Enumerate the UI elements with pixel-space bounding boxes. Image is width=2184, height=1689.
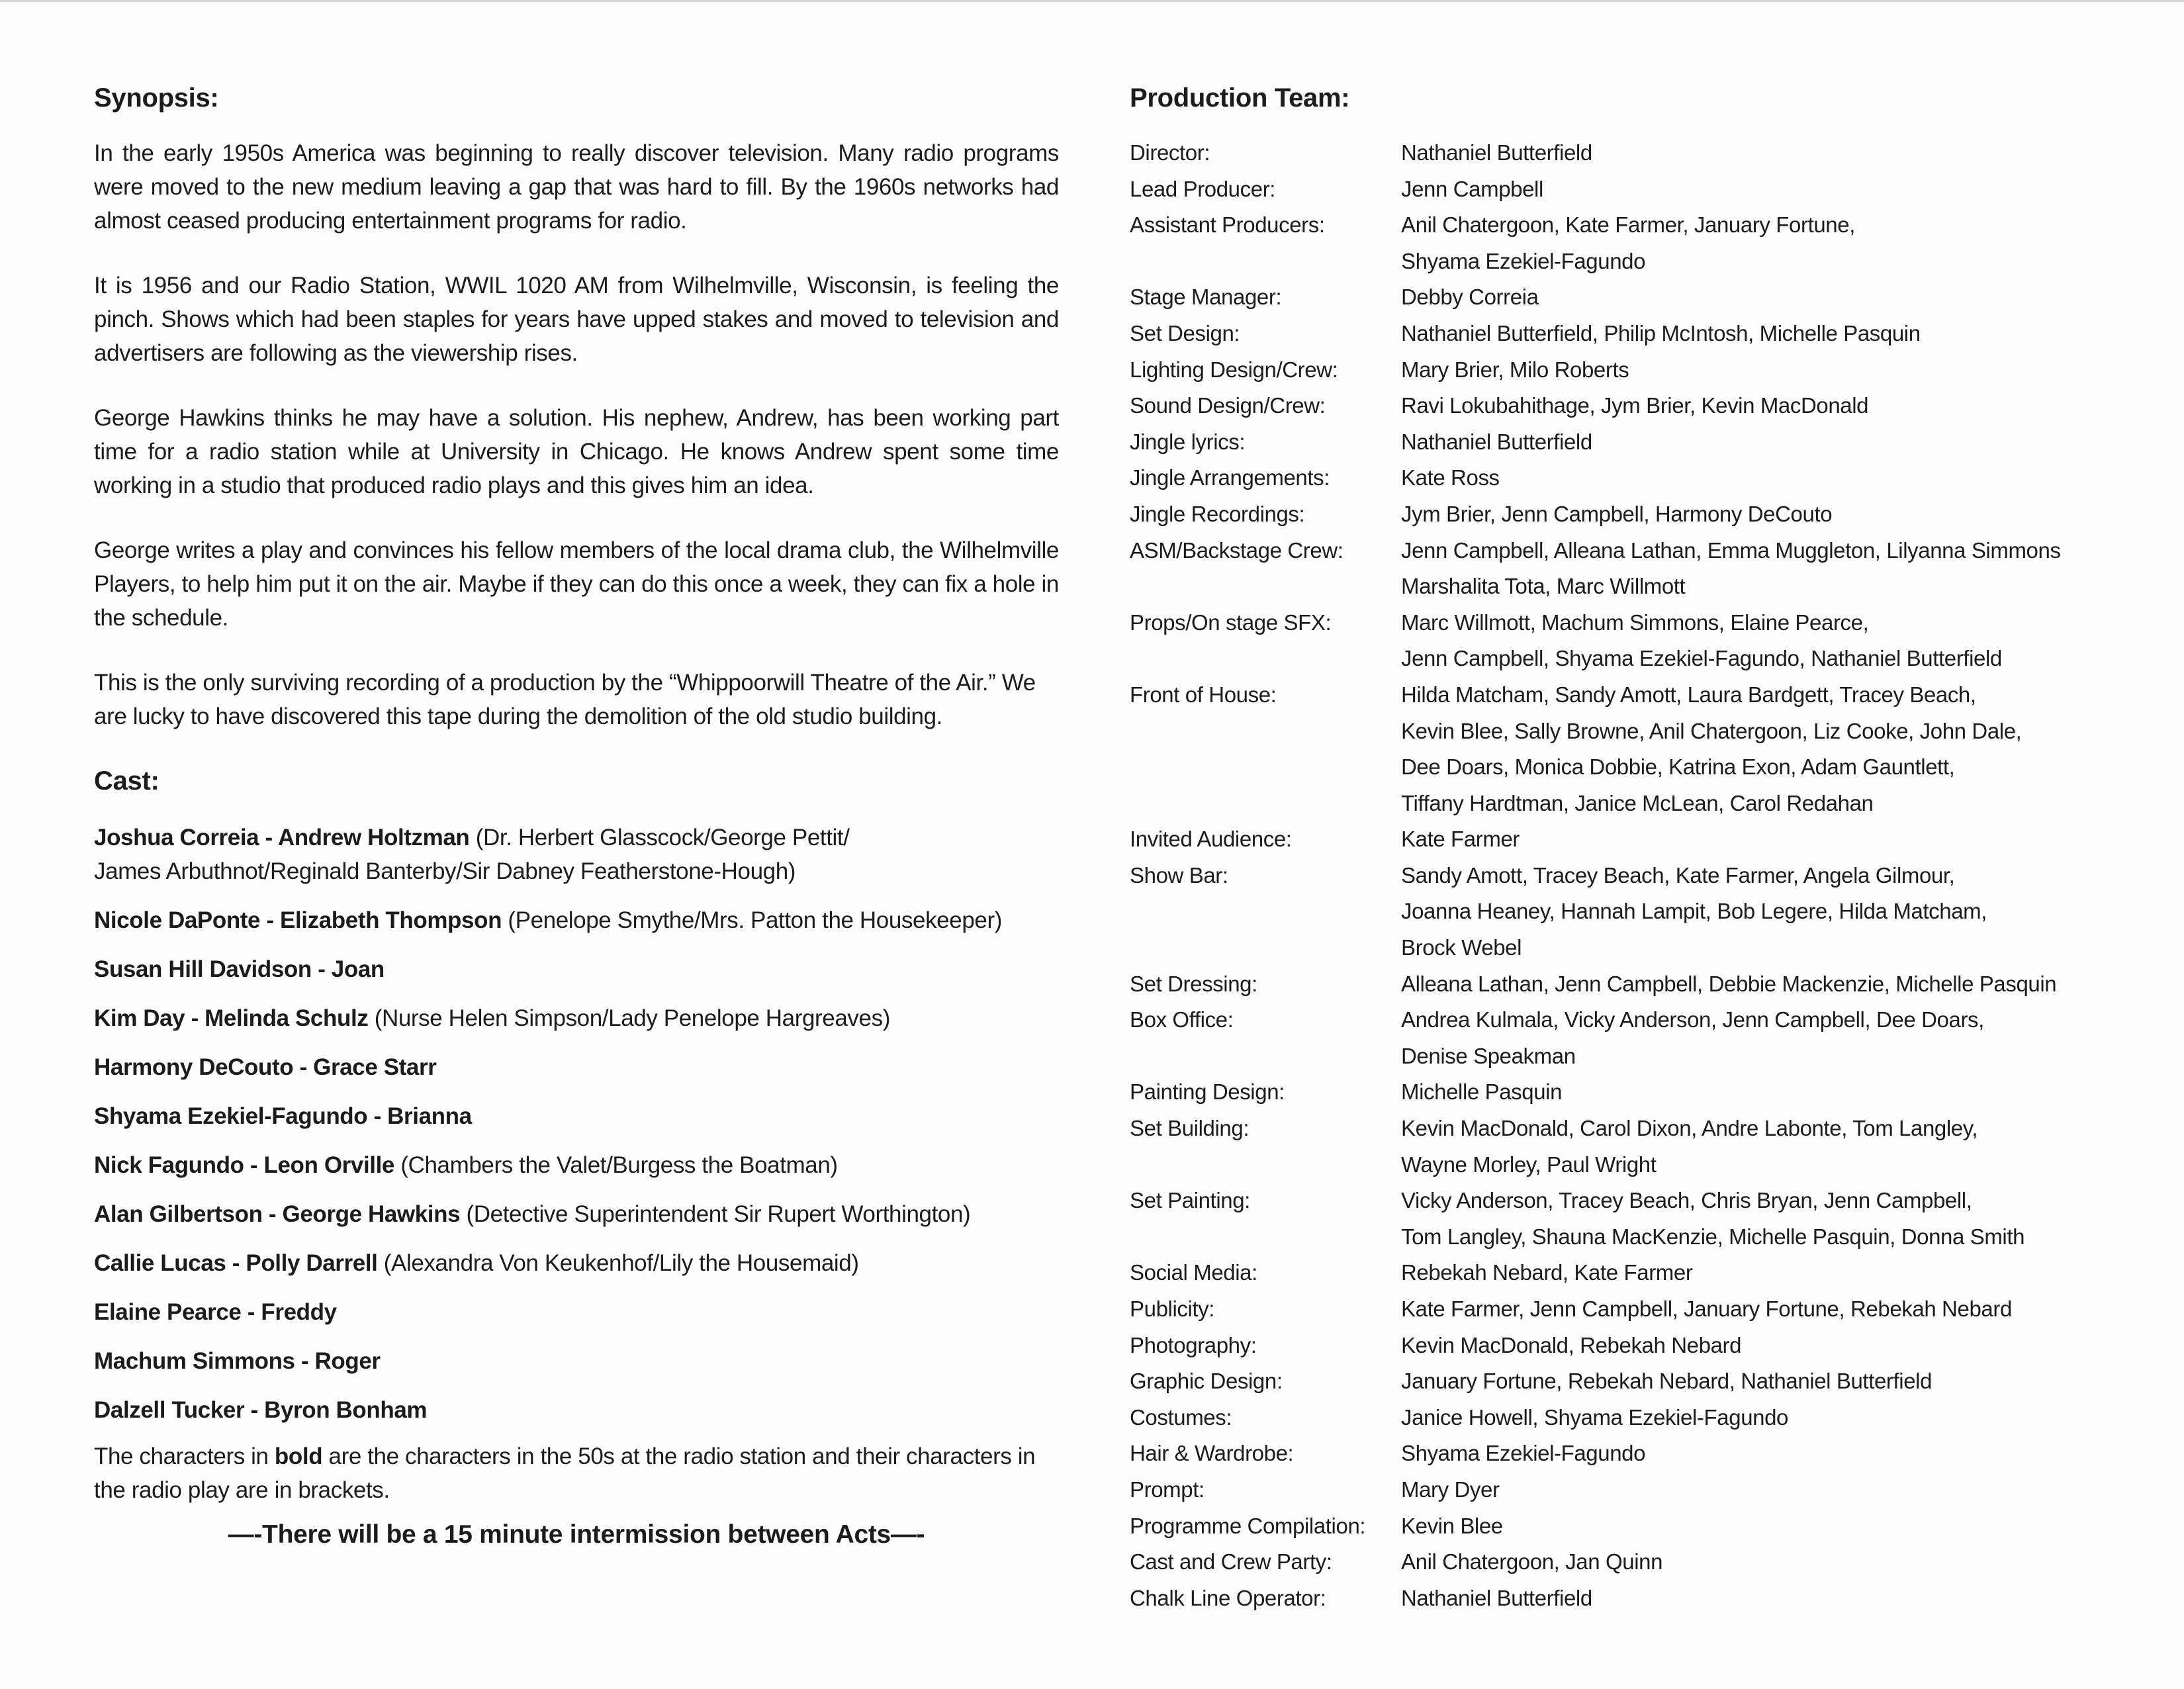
- cast-list: [94, 821, 1059, 1427]
- cast-entry: [94, 1099, 1059, 1133]
- cast-character-name: George Hawkins: [282, 1201, 461, 1227]
- team-member-names: [1401, 135, 2136, 171]
- team-row: [1130, 605, 2136, 677]
- team-role-label: Cast and Crew Party:: [1130, 1549, 1332, 1575]
- cast-separator: -: [262, 1201, 283, 1227]
- team-member-names: [1401, 533, 2136, 605]
- cast-entry: [94, 1148, 1059, 1182]
- team-member-names: [1401, 171, 2136, 208]
- intermission-notice: —-There will be a 15 minute intermission between Acts—-: [228, 1520, 925, 1549]
- team-names-line: Jym Brier, Jenn Campbell, Harmony DeCouto: [1401, 501, 1833, 526]
- team-names-line: Nathaniel Butterfield: [1401, 1585, 1592, 1610]
- synopsis-paragraph: It is 1956 and our Radio Station, WWIL 1020 AM from Wilhelmville, Wisconsin, is feeling the pinch. Shows which had been staples for years have upped stakes and moved to television and advertisers are following as the viewership rises.: [94, 273, 1059, 366]
- cast-actor-name: Susan Hill Davidson: [94, 956, 312, 982]
- cast-radio-play-roles: (Nurse Helen Simpson/Lady Penelope Hargreaves): [374, 1005, 890, 1031]
- cast-separator: -: [185, 1005, 205, 1031]
- cast-actor-name: Elaine Pearce: [94, 1299, 242, 1325]
- cast-separator: -: [241, 1299, 261, 1325]
- team-role-label: Set Dressing:: [1130, 971, 1257, 996]
- team-names-line: Marc Willmott, Machum Simmons, Elaine Pearce,: [1401, 610, 1869, 635]
- team-row: [1130, 677, 2136, 821]
- team-names-line: Shyama Ezekiel-Fagundo: [1401, 248, 1646, 273]
- team-role-label: Prompt:: [1130, 1477, 1205, 1502]
- team-row: [1130, 1074, 2136, 1111]
- team-member-names: [1401, 1400, 2136, 1436]
- team-member-names: [1401, 1074, 2136, 1111]
- team-member-names: [1401, 966, 2136, 1003]
- team-row: [1130, 316, 2136, 352]
- team-role-label: Jingle Recordings:: [1130, 501, 1305, 526]
- team-member-names: [1401, 424, 2136, 461]
- cast-note-bold-word: bold: [274, 1443, 323, 1469]
- team-names-line: Michelle Pasquin: [1401, 1079, 1563, 1105]
- team-names-line: Jenn Campbell: [1401, 176, 1543, 201]
- team-member-names: [1401, 1580, 2136, 1617]
- cast-radio-play-roles: (Dr. Herbert Glasscock/George Pettit/: [475, 825, 850, 850]
- team-names-line: Anil Chatergoon, Kate Farmer, January Fortune,: [1401, 212, 1855, 238]
- team-role-label: Jingle lyrics:: [1130, 429, 1246, 454]
- team-row: [1130, 1400, 2136, 1436]
- team-role-label: Set Building:: [1130, 1116, 1250, 1141]
- cast-character-name: Roger: [314, 1348, 381, 1374]
- team-names-line: Nathaniel Butterfield: [1401, 140, 1592, 165]
- team-row: [1130, 388, 2136, 424]
- cast-entry: [94, 903, 1059, 937]
- cast-radio-play-roles: (Detective Superintendent Sir Rupert Worthington): [466, 1201, 971, 1227]
- team-names-line: Jenn Campbell, Shyama Ezekiel-Fagundo, Nathaniel Butterfield: [1401, 646, 2002, 671]
- team-member-names: [1401, 352, 2136, 388]
- team-names-line: Kate Farmer: [1401, 827, 1520, 852]
- cast-note-text: are the characters in the 50s at the radio station and their characters in the radio play are in brackets.: [94, 1443, 1036, 1503]
- cast-separator: -: [244, 1152, 264, 1178]
- team-role-label: Invited Audience:: [1130, 827, 1292, 852]
- cast-entry: [94, 1050, 1059, 1084]
- team-names-line: Jenn Campbell, Alleana Lathan, Emma Muggleton, Lilyanna Simmons: [1401, 537, 2061, 563]
- team-role-label: Publicity:: [1130, 1297, 1215, 1321]
- left-column: [94, 78, 1059, 1555]
- team-names-line: Alleana Lathan, Jenn Campbell, Debbie Mackenzie, Michelle Pasquin: [1401, 971, 2057, 996]
- team-row: [1130, 1255, 2136, 1291]
- team-names-line: Dee Doars, Monica Dobbie, Katrina Exon, Adam Gauntlett,: [1401, 754, 1955, 780]
- team-names-line: Ravi Lokubahithage, Jym Brier, Kevin MacDonald: [1401, 393, 1869, 418]
- team-role-label: Front of House:: [1130, 682, 1277, 707]
- team-names-line: Debby Correia: [1401, 285, 1539, 310]
- team-role-label: Box Office:: [1130, 1007, 1234, 1032]
- cast-actor-name: Harmony DeCouto: [94, 1054, 294, 1080]
- cast-note: [94, 1439, 1059, 1507]
- team-member-names: [1401, 1544, 2136, 1580]
- cast-character-name: Grace Starr: [313, 1054, 437, 1080]
- team-member-names: [1401, 1363, 2136, 1400]
- team-member-names: [1401, 279, 2136, 316]
- team-names-line: Andrea Kulmala, Vicky Anderson, Jenn Campbell, Dee Doars,: [1401, 1007, 1984, 1032]
- team-names-line: Kate Farmer, Jenn Campbell, January Fortune, Rebekah Nebard: [1401, 1297, 2012, 1321]
- team-role-label: Director:: [1130, 140, 1210, 165]
- cast-separator: -: [295, 1348, 315, 1374]
- team-row: [1130, 533, 2136, 605]
- team-member-names: [1401, 1328, 2136, 1364]
- team-member-names: [1401, 1002, 2136, 1074]
- team-row: [1130, 352, 2136, 388]
- cast-entry: [94, 1393, 1059, 1427]
- team-member-names: [1401, 677, 2136, 821]
- team-member-names: [1401, 858, 2136, 966]
- team-role-label: Lead Producer:: [1130, 176, 1276, 201]
- team-row: [1130, 1508, 2136, 1545]
- team-row: [1130, 496, 2136, 533]
- team-names-line: Sandy Amott, Tracey Beach, Kate Farmer, Angela Gilmour,: [1401, 862, 1955, 888]
- cast-entry: [94, 1344, 1059, 1378]
- team-row: [1130, 171, 2136, 208]
- team-names-line: Rebekah Nebard, Kate Farmer: [1401, 1260, 1693, 1285]
- team-member-names: [1401, 1183, 2136, 1255]
- cast-entry: [94, 821, 1059, 888]
- team-member-names: [1401, 1508, 2136, 1545]
- team-names-line: Shyama Ezekiel-Fagundo: [1401, 1441, 1646, 1466]
- team-names-line: Tiffany Hardtman, Janice McLean, Carol Redahan: [1401, 790, 1874, 815]
- right-column: [1130, 78, 2136, 1616]
- cast-separator: -: [311, 956, 332, 982]
- synopsis-paragraph: George Hawkins thinks he may have a solution. His nephew, Andrew, has been working part time for a radio station while at University in Chicago. He knows Andrew spent some time working in a studio that produced radio plays and this gives him an idea.: [94, 405, 1059, 498]
- team-names-line: Brock Webel: [1401, 935, 1522, 960]
- cast-actor-name: Joshua Correia: [94, 825, 259, 850]
- team-role-label: Show Bar:: [1130, 862, 1228, 888]
- team-row: [1130, 1580, 2136, 1617]
- cast-actor-name: Nicole DaPonte: [94, 907, 261, 933]
- team-role-label: Props/On stage SFX:: [1130, 610, 1332, 635]
- cast-heading: Cast:: [94, 766, 159, 796]
- team-names-line: Janice Howell, Shyama Ezekiel-Fagundo: [1401, 1404, 1789, 1430]
- team-names-line: Kevin Blee, Sally Browne, Anil Chatergoon, Liz Cooke, John Dale,: [1401, 718, 2022, 743]
- team-names-line: Mary Brier, Milo Roberts: [1401, 357, 1629, 382]
- team-names-line: Kevin MacDonald, Rebekah Nebard: [1401, 1332, 1742, 1357]
- team-names-line: Kate Ross: [1401, 465, 1500, 490]
- team-role-label: Graphic Design:: [1130, 1369, 1283, 1394]
- cast-actor-name: Shyama Ezekiel-Fagundo: [94, 1103, 368, 1129]
- team-role-label: Chalk Line Operator:: [1130, 1585, 1326, 1610]
- team-names-line: Mary Dyer: [1401, 1477, 1500, 1502]
- team-member-names: [1401, 316, 2136, 352]
- cast-actor-name: Alan Gilbertson: [94, 1201, 263, 1227]
- team-row: [1130, 966, 2136, 1003]
- cast-separator: -: [293, 1054, 314, 1080]
- synopsis-paragraph: This is the only surviving recording of a production by the “Whippoorwill Theatre of the Air.” We are lucky to have discovered this tape during the demolition of the old studio building.: [94, 670, 1036, 729]
- synopsis-paragraph: George writes a play and convinces his fellow members of the local drama club, the Wilhelmville Players, to help him put it on the air. Maybe if they can do this once a week, they can fix a hole in the schedule.: [94, 537, 1059, 631]
- team-names-line: Nathaniel Butterfield, Philip McIntosh, Michelle Pasquin: [1401, 320, 1921, 345]
- team-row: [1130, 135, 2136, 171]
- team-role-label: Social Media:: [1130, 1260, 1257, 1285]
- team-names-line: Kevin Blee: [1401, 1513, 1503, 1538]
- team-role-label: Programme Compilation:: [1130, 1513, 1366, 1538]
- team-role-label: Set Painting:: [1130, 1188, 1250, 1213]
- team-row: [1130, 821, 2136, 858]
- team-row: [1130, 1544, 2136, 1580]
- cast-entry: [94, 1197, 1059, 1231]
- team-names-line: Nathaniel Butterfield: [1401, 429, 1592, 454]
- cast-actor-name: Kim Day: [94, 1005, 185, 1031]
- cast-note-text: The characters in: [94, 1443, 275, 1469]
- team-member-names: [1401, 1472, 2136, 1508]
- team-role-label: ASM/Backstage Crew:: [1130, 537, 1343, 563]
- team-names-line: Kevin MacDonald, Carol Dixon, Andre Labonte, Tom Langley,: [1401, 1116, 1978, 1141]
- cast-separator: -: [259, 825, 278, 850]
- cast-character-name: Elizabeth Thompson: [280, 907, 502, 933]
- cast-radio-play-roles: (Chambers the Valet/Burgess the Boatman): [400, 1152, 838, 1178]
- team-role-label: Stage Manager:: [1130, 285, 1282, 310]
- team-member-names: [1401, 460, 2136, 496]
- team-row: [1130, 279, 2136, 316]
- team-member-names: [1401, 1436, 2136, 1472]
- team-row: [1130, 207, 2136, 279]
- team-member-names: [1401, 821, 2136, 858]
- team-row: [1130, 1328, 2136, 1364]
- cast-character-name: Polly Darrell: [246, 1250, 378, 1276]
- cast-character-name: Brianna: [387, 1103, 472, 1129]
- team-row: [1130, 1363, 2136, 1400]
- cast-radio-play-roles: (Penelope Smythe/Mrs. Patton the Housekeeper): [508, 907, 1002, 933]
- team-member-names: [1401, 388, 2136, 424]
- team-member-names: [1401, 1111, 2136, 1183]
- team-row: [1130, 1436, 2136, 1472]
- team-role-label: Costumes:: [1130, 1404, 1232, 1430]
- cast-entry: [94, 1001, 1059, 1035]
- top-edge-rule: [0, 0, 2184, 2]
- synopsis-paragraph: In the early 1950s America was beginning to really discover television. Many radio programs were moved to the new medium leaving a gap that was hard to fill. By the 1960s networks had almost ceased producing entertainment programs for radio.: [94, 140, 1059, 234]
- team-role-label: Photography:: [1130, 1332, 1257, 1357]
- production-team-heading: Production Team:: [1130, 83, 1350, 113]
- cast-character-name: Leon Orville: [263, 1152, 394, 1178]
- team-names-line: Wayne Morley, Paul Wright: [1401, 1152, 1657, 1177]
- cast-character-name: Andrew Holtzman: [277, 825, 470, 850]
- team-row: [1130, 1291, 2136, 1328]
- production-team-list: [1130, 135, 2136, 1616]
- synopsis-heading: Synopsis:: [94, 83, 219, 113]
- team-row: [1130, 858, 2136, 966]
- team-row: [1130, 424, 2136, 461]
- cast-character-name: Byron Bonham: [264, 1397, 428, 1423]
- cast-radio-play-roles: (Alexandra Von Keukenhof/Lily the Housemaid): [383, 1250, 859, 1276]
- team-role-label: Hair & Wardrobe:: [1130, 1441, 1294, 1466]
- cast-actor-name: Dalzell Tucker: [94, 1397, 245, 1423]
- team-role-label: Painting Design:: [1130, 1079, 1285, 1105]
- cast-entry: [94, 1246, 1059, 1280]
- cast-character-name: Freddy: [261, 1299, 337, 1325]
- cast-separator: -: [367, 1103, 388, 1129]
- cast-character-name: Melinda Schulz: [205, 1005, 369, 1031]
- cast-radio-play-roles: James Arbuthnot/Reginald Banterby/Sir Dabney Featherstone-Hough): [94, 858, 796, 884]
- team-names-line: Tom Langley, Shauna MacKenzie, Michelle Pasquin, Donna Smith: [1401, 1224, 2025, 1249]
- team-member-names: [1401, 496, 2136, 533]
- team-names-line: Denise Speakman: [1401, 1043, 1576, 1068]
- cast-actor-name: Machum Simmons: [94, 1348, 295, 1374]
- team-role-label: Lighting Design/Crew:: [1130, 357, 1338, 382]
- team-names-line: Joanna Heaney, Hannah Lampit, Bob Legere, Hilda Matcham,: [1401, 899, 1987, 924]
- team-role-label: Sound Design/Crew:: [1130, 393, 1326, 418]
- cast-separator: -: [244, 1397, 265, 1423]
- team-member-names: [1401, 605, 2136, 677]
- cast-character-name: Joan: [331, 956, 385, 982]
- cast-separator: -: [226, 1250, 246, 1276]
- team-names-line: Vicky Anderson, Tracey Beach, Chris Bryan, Jenn Campbell,: [1401, 1188, 1972, 1213]
- team-member-names: [1401, 1291, 2136, 1328]
- cast-entry: [94, 952, 1059, 986]
- team-names-line: Hilda Matcham, Sandy Amott, Laura Bardgett, Tracey Beach,: [1401, 682, 1976, 707]
- team-row: [1130, 1111, 2136, 1183]
- team-names-line: January Fortune, Rebekah Nebard, Nathaniel Butterfield: [1401, 1369, 1933, 1394]
- cast-actor-name: Nick Fagundo: [94, 1152, 244, 1178]
- team-member-names: [1401, 207, 2136, 279]
- team-row: [1130, 460, 2136, 496]
- team-row: [1130, 1472, 2136, 1508]
- team-names-line: Marshalita Tota, Marc Willmott: [1401, 574, 1686, 599]
- team-member-names: [1401, 1255, 2136, 1291]
- team-role-label: Jingle Arrangements:: [1130, 465, 1330, 490]
- team-row: [1130, 1002, 2136, 1074]
- team-role-label: Assistant Producers:: [1130, 212, 1325, 238]
- cast-separator: -: [260, 907, 281, 933]
- team-names-line: Anil Chatergoon, Jan Quinn: [1401, 1549, 1663, 1575]
- team-role-label: Set Design:: [1130, 320, 1240, 345]
- cast-entry: [94, 1295, 1059, 1329]
- cast-actor-name: Callie Lucas: [94, 1250, 226, 1276]
- team-row: [1130, 1183, 2136, 1255]
